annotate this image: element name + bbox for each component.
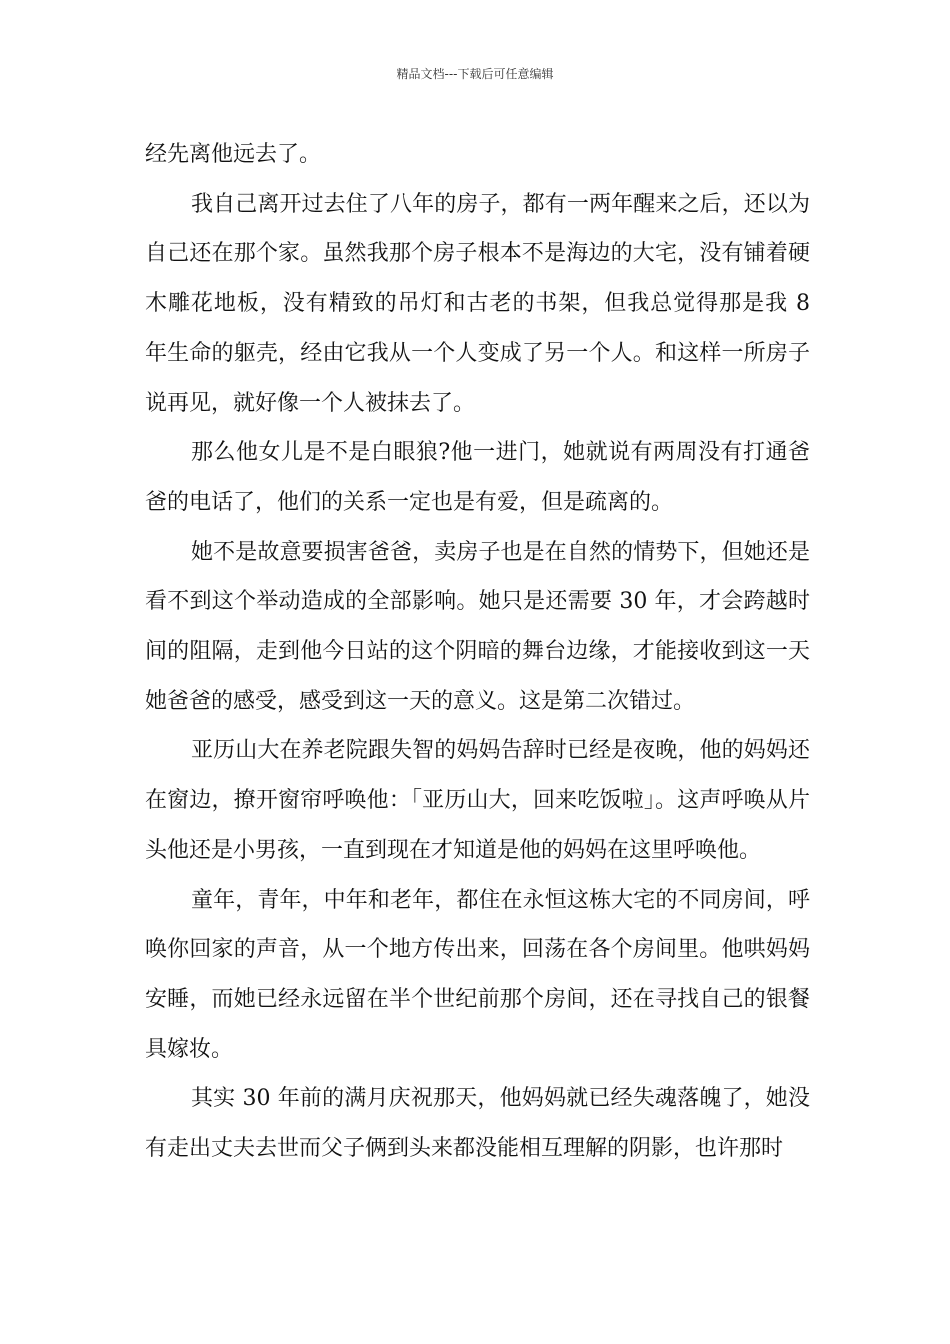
paragraph-2: 我自己离开过去住了八年的房子，都有一两年醒来之后，还以为自己还在那个家。虽然我那个房子根本不是海边的大宅，没有铺着硬木雕花地板，没有精致的吊灯和古老的书架，但我总觉得那是我 8 年生命的躯壳，经由它我从一个人变成了另一个人。和这样一所房子说再见，就好像一个人被抹去了。 [145,191,810,416]
paragraph-1: 经先离他远去了。 [145,142,322,167]
paragraph-6: 童年，青年，中年和老年，都住在永恒这栋大宅的不同房间，呼唤你回家的声音，从一个地方传出来，回荡在各个房间里。他哄妈妈安睡，而她已经永远留在半个世纪前那个房间，还在寻找自己的银餐具嫁妆。 [145,887,810,1062]
paragraph-5: 亚历山大在养老院跟失智的妈妈告辞时已经是夜晚，他的妈妈还在窗边，撩开窗帘呼唤他：「亚历山大，回来吃饭啦」。这声呼唤从片头他还是小男孩，一直到现在才知道是他的妈妈在这里呼唤他。 [145,738,810,863]
body-text [145,130,810,1174]
paragraph-3: 那么他女儿是不是白眼狼?他一进门，她就说有两周没有打通爸爸的电话了，他们的关系一定也是有爱，但是疏离的。 [145,440,810,515]
paragraph-4: 她不是故意要损害爸爸，卖房子也是在自然的情势下，但她还是看不到这个举动造成的全部影响。她只是还需要 30 年，才会跨越时间的阻隔，走到他今日站的这个阴暗的舞台边缘，才能接收到这一天她爸爸的感受，感受到这一天的意义。这是第二次错过。 [145,539,810,714]
page-header: 精品文档---下载后可任意编辑 [396,67,554,81]
paragraph-7: 其实 30 年前的满月庆祝那天，他妈妈就已经失魂落魄了，她没有走出丈夫去世而父子俩到头来都没能相互理解的阴影，也许那时 [145,1086,810,1162]
